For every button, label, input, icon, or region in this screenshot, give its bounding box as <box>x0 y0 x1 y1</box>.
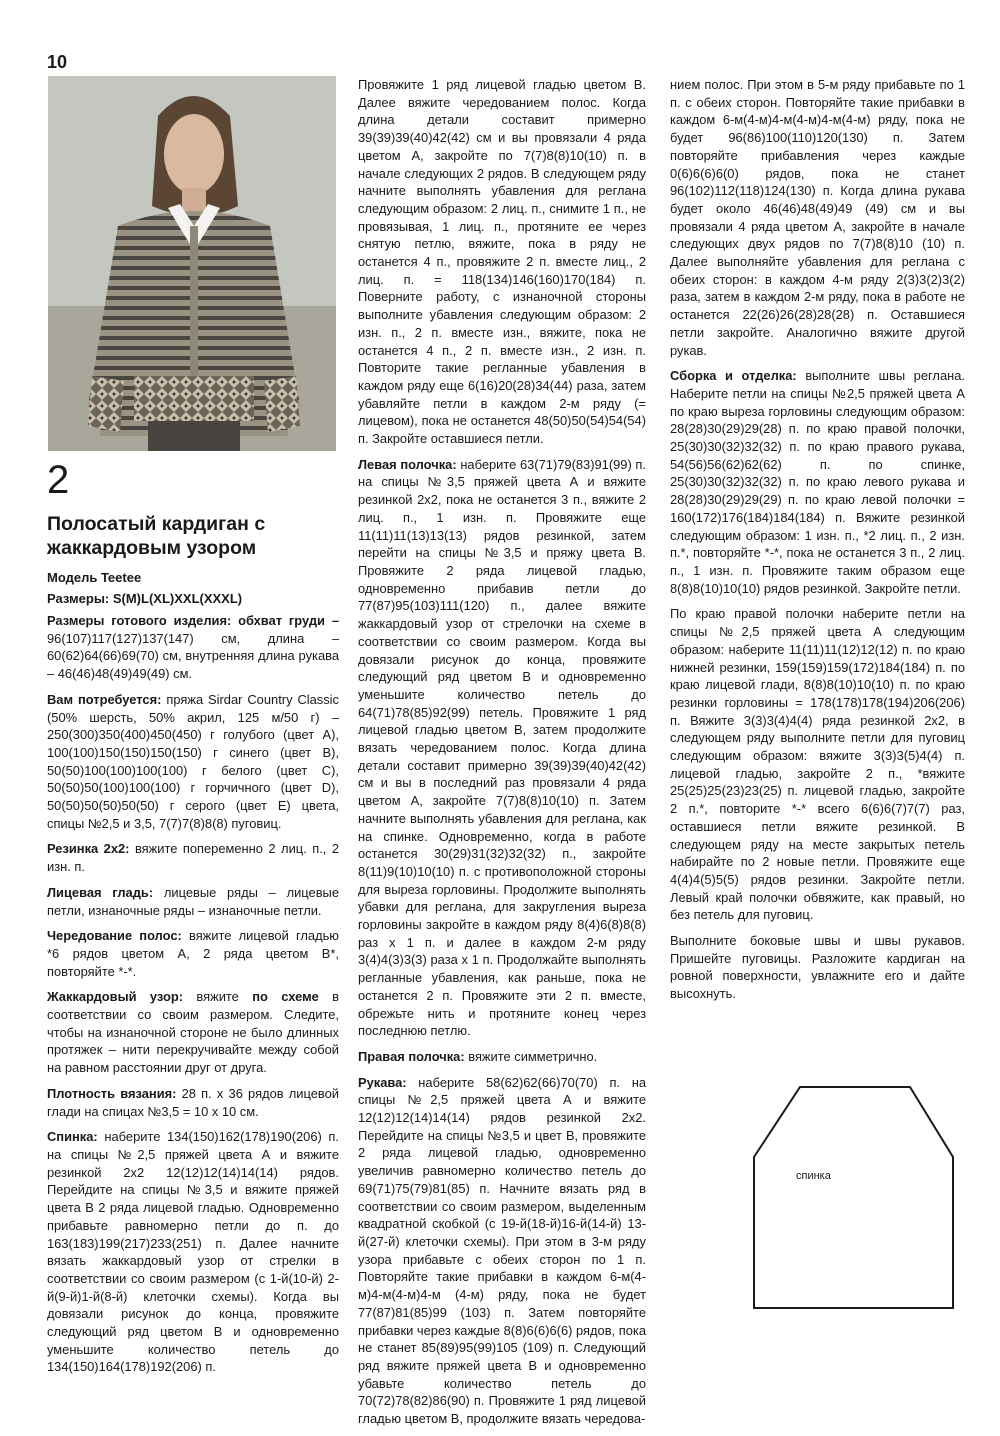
pattern-number: 2 <box>47 458 70 502</box>
sizes-line: Размеры: S(M)L(XL)XXL(XXXL) <box>47 591 243 606</box>
stripes-paragraph <box>47 927 339 980</box>
jacquard-text-a: вяжите <box>196 989 239 1005</box>
model-photo <box>48 76 336 451</box>
left-front-text: наберите 63(71)79(83)91(99) п. на спицы №3,5 пряжей цвета А и вяжите резинкой 2х2, пока не останется 3 п., вяжите 2 лиц. п., 1 изн. п. Провяжите еще 11(11)11(13)13(13) рядов резинкой, затем перейти на спицы №3,5 и пряжу цвета В. Провяжите 2 ряда лицевой гладью, одновременно прибавив петли до 77(87)95(103)111(120) п., далее вяжите жаккардовый узор от стрелочки на схеме в соответствии со своим размером. Когда вы довязали рисунок до конца, провяжите следующий ряд цветом В и одновременно уменьшите количество петель до 64(71)78(85)92(99) петель. Провяжите 1 ряд лицевой гладью цветом В, затем продолжите вязать чередованием полос. Когда длина детали составит примерно 39(39)39(40)42(42) см и вы в последний раз провязали 4 ряда цветом А, закройте 7(7)8(8)10(10) п. Затем начните выполнять убавления для реглана, как на спинке. Одновременно, когда в работе останется 30(29)31(32)32(32) п., закройте 8(11)9(10)10(10) п. с противоположной стороны для выреза горловины. Продолжите выполнять убавки для реглана, для закругления выреза горловины закройте в каждом ряду 8(4)6(8)8(8) раз х 1 п. и далее в каждом 2-м ряду 3(4)4(3)3(3) раза х 1 п. Продолжайте выполнять регланные убавления, как раньше, пока не останется 2 п. Провяжите эти 2 п. вместе, обрежьте нить и протяните конец через последнюю петлю. <box>358 456 646 1039</box>
back-heading: Спинка: <box>47 1129 98 1145</box>
column-2 <box>358 76 646 1436</box>
pattern-title: Полосатый кардиган с жаккардовым узором <box>47 513 266 559</box>
assembly-text: выполните швы реглана. Наберите петли на спицы №2,5 пряжей цвета А по краю выреза горловины следующим образом: 28(28)30(29)29(28) п. по краю правой полочки, 25(30)30(32)32(32) п. по краю правого рукава, 54(56)56(62)62(62) п. по спинке, 25(30)30(32)32(32) п. по краю левого рукава и 28(28)30(29)29(29) п. по краю левой полочки = 160(172)176(184)184(184) п. Вяжите резинкой следующим образом: 1 изн. п., *2 лиц. п., 2 изн. п.*, повторяйте *-*, пока не останется 3 п., 2 лиц. п., 1 изн. п. Провяжите таким образом еще 8(8)8(10)10(10) рядов резинкой. Закройте петли. <box>670 368 965 596</box>
stockinette-paragraph <box>47 884 339 919</box>
right-front-paragraph <box>358 1048 646 1066</box>
model-illustration <box>48 76 336 451</box>
finished-size-heading: Размеры готового изделия: обхват груди – <box>47 613 339 628</box>
gauge-text: 28 п. х 36 рядов лицевой глади на спицах №3,5 = 10 х 10 см. <box>47 1085 339 1119</box>
button-band-paragraph: По краю правой полочки наберите петли на спицы №2,5 пряжей цвета А следующим образом: наберите 11(11)11(12)12(12) п. по краю нижней резинки, 159(159)159(172)184(184) п. по краю лицевой глади, 8(8)8(10)10(10) п. по краю резинки горловины = 178(178)178(194)206(206) п. Вяжите 3(3)3(4)4(4) ряда резинкой 2х2, в следующем ряду выполните петли для пуговиц следующим образом: вяжите 3(3)3(5)4(4) п. лицевой гладью, закройте 2 п., *вяжите 25(25)25(23)23(25) п. лицевой гладью, закройте 2 п.*, повторите *-* всего 6(6)6(7)7(7) раз, оставшиеся петли вяжите резинкой. В следующем ряду на месте закрытых петель набирайте по 2 новые петли. Провяжите еще 4(4)4(5)5(5) рядов резинки. Закройте петли. Левый край полочки обвяжите, как правый, но без петель для пуговиц. <box>670 606 965 923</box>
back-outline <box>754 1087 953 1308</box>
assembly-heading: Сборка и отделка: <box>670 368 797 384</box>
finished-size-text: 96(107)117(127)137(147) см, длина – 60(62)64(66)69(70) см, внутренняя длина рукава – 46(46)48(49)49(49) см. <box>47 630 339 682</box>
sleeves-paragraph <box>358 1074 646 1428</box>
back-paragraph <box>47 1128 339 1376</box>
finishing-paragraph: Выполните боковые швы и швы рукавов. Пришейте пуговицы. Разложите кардиган на ровной поверхности, увлажните его и дайте высохнуть. <box>670 933 965 1002</box>
rib-heading: Резинка 2х2: <box>47 841 130 857</box>
jacquard-paragraph <box>47 988 339 1077</box>
rib-paragraph <box>47 840 339 875</box>
jacquard-heading: Жаккардовый узор: <box>47 989 184 1005</box>
jacquard-text-b: в соответствии со своим размером. Следите, чтобы на изнаночной стороне не было длинных протяжек – нити перекручивайте между собой на равном расстоянии друг от друга. <box>47 989 340 1076</box>
right-front-text: вяжите симметрично. <box>468 1048 598 1064</box>
model-name: Модель Teetee <box>47 570 142 585</box>
materials-paragraph <box>47 691 339 833</box>
stockinette-heading: Лицевая гладь: <box>47 884 154 900</box>
jacquard-scheme-ref: по схеме <box>252 989 319 1005</box>
back-schematic <box>750 1085 960 1310</box>
sleeves-continued-paragraph: нием полос. При этом в 5-м ряду прибавьте по 1 п. с обеих сторон. Повторяйте такие прибавки в каждом 6-м(4-м)4-м(4-м)4-м(4-м) ряду, пока не будет 96(86)100(110)120(130) п. Затем повторяйте прибавления через каждые 0(6)6(6)6(0) рядов, пока не станет 96(102)112(118)124(130) п. Когда длина рукава будет около 46(46)48(49)49 (49) см и вы провязали 4 ряда цветом А, закройте в начале следующих двух рядов по 7(7)8(8)10 (10) п. Далее выполняйте убавления для реглана с обеих сторон: в каждом 4-м ряду 2(3)3(2)3(2) раза, затем в каждом 2-м ряду, пока в работе не останется 22(26)26(28)28(28) п. Оставшиеся петли закройте. Аналогично вяжите другой рукав. <box>670 77 965 358</box>
right-front-heading: Правая полочка: <box>358 1048 465 1064</box>
gauge-heading: Плотность вязания: <box>47 1085 177 1101</box>
schematic-label: спинка <box>796 1170 831 1182</box>
left-front-paragraph <box>358 456 646 1040</box>
left-front-heading: Левая полочка: <box>358 456 457 472</box>
back-text: наберите 134(150)162(178)190(206) п. на спицы №2,5 пряжей цвета А и вяжите резинкой 2х2 12(12)12(14)14(14) рядов. Перейдите на спицы №3,5 и вяжите пряжей цвета В 2 ряда лицевой гладью. Одновременно прибавьте равномерно петли до п. до 163(183)199(217)233(251) п. Далее начните вязать жаккардовый узор от стрелки в соответствии со своим размером (с 1-й(10-й) 2-й(9-й)1-й(8-й) клеточки схемы). Когда вы довязали рисунок до конца, провяжите следующий ряд цветом В и одновременно уменьшите количество петель до 134(150)164(178)192(206) п. <box>47 1129 339 1375</box>
column-1 <box>47 612 339 1384</box>
stripes-text: вяжите лицевой гладью *6 рядов цветом А, 2 ряда цветом В*, повторяйте *-*. <box>47 928 339 979</box>
page-number: 10 <box>47 52 68 72</box>
sleeves-text: наберите 58(62)62(66)70(70) п. на спицы №2,5 пряжей цвета А и вяжите 12(12)12(14)14(14) рядов резинкой 2х2. Перейдите на спицы №3,5 и цвет В, провяжите 2 ряда лицевой гладью, одновременно увеличив равномерно количество петель до 69(71)75(79)81(85) п. Начните вязать ряд в соответствии со своим размером, выделенным квадратной скобкой (с 19-й(18-й)16-й(14-й) 13-й(27-й) клеточки схемы). При этом в 3-м ряду узора прибавьте с обеих сторон по 1 п. Повторяйте такие прибавки в каждом 6-м(4-м)4-м(4-м)4-м (4-м) ряду, пока не будет 77(87)81(85)99 (103) п. Затем повторяйте прибавки через каждые 8(8)6(6)6(6) рядов, пока не станет 85(89)95(99)105 (109) п. Следующий ряд вяжите пряжей цвета В и одновременно убавьте количество петель до 70(72)78(82)86(90) п. Провяжите 1 ряд лицевой гладью цветом В, продолжите вязать чередова- <box>358 1074 646 1427</box>
sleeves-heading: Рукава: <box>358 1074 407 1090</box>
stripes-heading: Чередование полос: <box>47 928 182 944</box>
gauge-paragraph <box>47 1085 339 1120</box>
finished-size-paragraph <box>47 612 339 683</box>
stockinette-text: лицевые ряды – лицевые петли, изнаночные ряды – изнаночные петли. <box>47 884 339 918</box>
materials-heading: Вам потребуется: <box>47 691 162 707</box>
materials-text: пряжа Sirdar Country Classic (50% шерсть, 50% акрил, 125 м/50 г) – 250(300)350(400)450(450) г голубого (цвет А), 100(100)150(150)150(150) г синего (цвет В), 50(50)100(100)100(100) г белого (цвет С), 50(50)50(100)100(100) г горчичного (цвет D), 50(50)50(50)50(50) г серого (цвет Е) цвета, спицы №2,5 и 3,5, 7(7)7(8)8(8) пуговиц. <box>47 691 339 831</box>
rib-text: вяжите попеременно 2 лиц. п., 2 изн. п. <box>47 841 339 875</box>
column-3 <box>670 76 965 1011</box>
back-continued-paragraph: Провяжите 1 ряд лицевой гладью цветом В. Далее вяжите чередованием полос. Когда длина детали составит примерно 39(39)39(40)42(42) см и вы провязали 4 ряда цветом А, закройте по 7(7)8(8)10(10) п. в начале следующих 2 рядов. В следующем ряду начните выполнять убавления для реглана следующим образом: 2 лиц. п., снимите 1 п., не провязывая, 1 лиц. п., протяните ее через снятую петлю, вяжите, пока в ряду не останется 4 п., провяжите 2 п. вместе лиц., 2 лиц. п. = 118(134)146(160)170(184) п. Поверните работу, с изнаночной стороны выполните убавления следующим образом: 2 изн. п., 2 п. вместе изн., вяжите, пока не останется 4 п., 2 п. вместе изн., 2 изн. п. Повторите такие регланные убавления в каждом ряду еще 6(16)20(28)34(44) раза, затем убавляйте петли в каждом 2-м ряду (= лицевом), пока не останется 48(50)50(54)54(54) п. Закройте оставшиеся петли. <box>358 77 646 447</box>
assembly-paragraph <box>670 367 965 597</box>
